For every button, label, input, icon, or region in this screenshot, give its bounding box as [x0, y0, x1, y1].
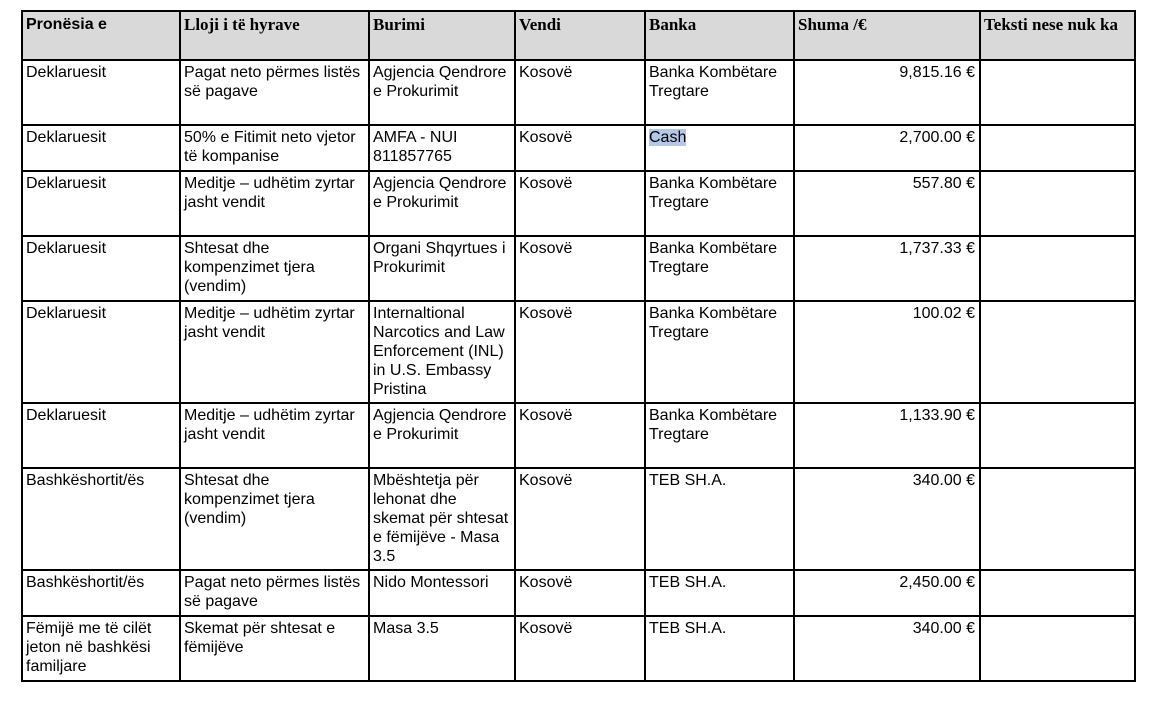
cell-vendi: Kosovë	[515, 125, 645, 171]
cell-shuma: 340.00 €	[794, 468, 980, 570]
cell-banka: Banka Kombëtare Tregtare	[645, 236, 794, 301]
cell-pronesia: Deklaruesit	[22, 60, 180, 125]
cell-teksti	[980, 171, 1135, 236]
column-header-burimi: Burimi	[369, 11, 515, 60]
cell-teksti	[980, 60, 1135, 125]
cell-vendi: Kosovë	[515, 301, 645, 403]
column-header-lloji: Lloji i të hyrave	[180, 11, 369, 60]
selected-text[interactable]: Cash	[649, 129, 687, 146]
cell-pronesia: Deklaruesit	[22, 301, 180, 403]
cell-teksti	[980, 403, 1135, 468]
cell-banka: TEB SH.A.	[645, 616, 794, 681]
cell-vendi: Kosovë	[515, 616, 645, 681]
cell-burimi: Nido Montessori	[369, 570, 515, 616]
cell-teksti	[980, 125, 1135, 171]
cell-banka: TEB SH.A.	[645, 468, 794, 570]
cell-vendi: Kosovë	[515, 468, 645, 570]
cell-shuma: 2,450.00 €	[794, 570, 980, 616]
cell-teksti	[980, 468, 1135, 570]
cell-lloji: Meditje – udhëtim zyrtar jasht vendit	[180, 171, 369, 236]
cell-burimi: Organi Shqyrtues i Prokurimit	[369, 236, 515, 301]
table-row	[22, 236, 1135, 301]
table-row	[22, 60, 1135, 125]
cell-lloji: Skemat për shtesat e fëmijëve	[180, 616, 369, 681]
cell-vendi: Kosovë	[515, 403, 645, 468]
cell-vendi: Kosovë	[515, 236, 645, 301]
cell-banka: Banka Kombëtare Tregtare	[645, 60, 794, 125]
cell-shuma: 1,133.90 €	[794, 403, 980, 468]
cell-teksti	[980, 570, 1135, 616]
cell-vendi: Kosovë	[515, 570, 645, 616]
cell-banka: TEB SH.A.	[645, 570, 794, 616]
table-row	[22, 301, 1135, 403]
table-header-row	[22, 11, 1135, 60]
column-header-banka: Banka	[645, 11, 794, 60]
cell-pronesia: Deklaruesit	[22, 236, 180, 301]
cell-burimi: Agjencia Qendrore e Prokurimit	[369, 60, 515, 125]
cell-teksti	[980, 301, 1135, 403]
cell-banka[interactable]	[645, 125, 794, 171]
cell-pronesia: Bashkëshortit/ës	[22, 468, 180, 570]
cell-lloji: Pagat neto përmes listës së pagave	[180, 570, 369, 616]
cell-banka: Banka Kombëtare Tregtare	[645, 403, 794, 468]
cell-burimi: Internaltional Narcotics and Law Enforcement (INL) in U.S. Embassy Pristina	[369, 301, 515, 403]
cell-burimi: AMFA - NUI 811857765	[369, 125, 515, 171]
cell-shuma: 1,737.33 €	[794, 236, 980, 301]
cell-pronesia: Deklaruesit	[22, 125, 180, 171]
cell-lloji: Meditje – udhëtim zyrtar jasht vendit	[180, 301, 369, 403]
cell-vendi: Kosovë	[515, 60, 645, 125]
cell-burimi: Mbështetja për lehonat dhe skemat për shtesat e fëmijëve - Masa 3.5	[369, 468, 515, 570]
cell-pronesia: Bashkëshortit/ës	[22, 570, 180, 616]
cell-pronesia: Fëmijë me të cilët jeton në bashkësi familjare	[22, 616, 180, 681]
table-row	[22, 468, 1135, 570]
table-row	[22, 171, 1135, 236]
cell-banka: Banka Kombëtare Tregtare	[645, 301, 794, 403]
cell-teksti	[980, 236, 1135, 301]
cell-lloji: Shtesat dhe kompenzimet tjera (vendim)	[180, 468, 369, 570]
cell-shuma: 2,700.00 €	[794, 125, 980, 171]
table-row	[22, 125, 1135, 171]
cell-shuma: 100.02 €	[794, 301, 980, 403]
cell-shuma: 9,815.16 €	[794, 60, 980, 125]
cell-lloji: Pagat neto përmes listës së pagave	[180, 60, 369, 125]
table-row	[22, 403, 1135, 468]
income-declaration-table	[21, 10, 1136, 682]
cell-shuma: 557.80 €	[794, 171, 980, 236]
cell-pronesia: Deklaruesit	[22, 171, 180, 236]
cell-teksti	[980, 616, 1135, 681]
cell-burimi: Agjencia Qendrore e Prokurimit	[369, 403, 515, 468]
cell-shuma: 340.00 €	[794, 616, 980, 681]
column-header-vendi: Vendi	[515, 11, 645, 60]
column-header-pronesia: Pronësia e	[22, 11, 180, 60]
cell-vendi: Kosovë	[515, 171, 645, 236]
cell-lloji: Meditje – udhëtim zyrtar jasht vendit	[180, 403, 369, 468]
cell-burimi: Masa 3.5	[369, 616, 515, 681]
cell-lloji: 50% e Fitimit neto vjetor të kompanise	[180, 125, 369, 171]
column-header-shuma: Shuma /€	[794, 11, 980, 60]
cell-lloji: Shtesat dhe kompenzimet tjera (vendim)	[180, 236, 369, 301]
table-row	[22, 616, 1135, 681]
table-row	[22, 570, 1135, 616]
cell-banka: Banka Kombëtare Tregtare	[645, 171, 794, 236]
cell-pronesia: Deklaruesit	[22, 403, 180, 468]
cell-burimi: Agjencia Qendrore e Prokurimit	[369, 171, 515, 236]
column-header-teksti: Teksti nese nuk ka	[980, 11, 1135, 60]
